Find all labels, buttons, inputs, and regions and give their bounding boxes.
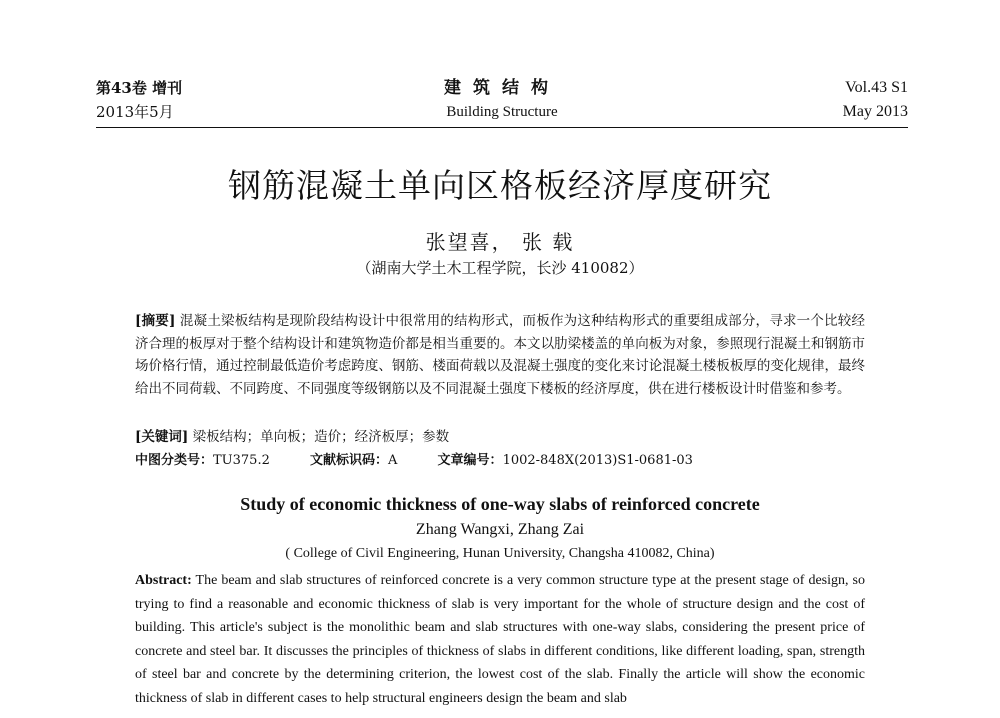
keywords-cn [135,426,865,448]
doc-code-label: 文献标识码： [310,453,389,468]
paper-title-cn: 钢筋混凝土单向区格板经济厚度研究 [228,166,772,205]
article-no-label: 文章编号： [437,453,503,468]
date-cn: 2013年5月 [96,103,174,121]
abstract-en [135,569,865,710]
date-en: May 2013 [842,103,908,120]
keywords-label-cn: [关键词] [135,429,189,445]
header-right [843,76,908,124]
classification-line [135,450,865,472]
header-rule [96,127,908,128]
abstract-text-cn: 混凝土梁板结构是现阶段结构设计中很常用的结构形式，而板作为这种结构形式的重要组成部分，寻求一个比较经济合理的板厚对于整个结构设计和建筑物造价都是相当重要的。本文以肋梁楼盖的单向板为对象，参照现行混凝土和钢筋市场价格行情，通过控制最低造价考虑跨度、钢筋、楼面荷载以及混凝土强度的变化来讨论混凝土楼板板厚的变化规律，最终给出不同荷载、不同跨度、不同强度等级钢筋以及不同混凝土强度下楼板的经济厚度，供在进行楼板设计时借鉴和参考。 [135,313,866,397]
clc-item [135,453,270,468]
affiliation-cn: （湖南大学土木工程学院，长沙 410082） [356,259,644,277]
volume-cn: 第43卷 增刊 [96,79,183,97]
abstract-label-en: Abstract: [135,573,192,588]
authors-en: Zhang Wangxi, Zhang Zai [415,521,585,538]
abstract-label-cn: [摘要] [135,313,176,329]
volume-en: Vol.43 S1 [845,79,908,96]
paper-title-en: Study of economic thickness of one-way slabs of reinforced concrete [240,494,760,514]
clc-label: 中图分类号： [135,453,214,468]
abstract-cn [135,310,865,400]
journal-name-cn: 建筑结构 [444,78,560,98]
running-header [96,76,908,126]
doc-code-item [310,453,397,468]
journal-name-en: Building Structure [446,104,558,120]
authors-cn: 张望喜， 张 载 [425,230,575,254]
article-no-item [438,453,693,468]
affiliation-en: ( College of Civil Engineering, Hunan University, Changsha 410082, China) [285,546,715,561]
clc-value: TU375.2 [213,453,270,468]
abstract-text-en: The beam and slab structures of reinforced concrete is a very common structure type at the present stage of design, so trying to find a reasonable and economic thickness of slab is very important for the whole of structure design and the cost of building. This article's subject is the monolithic beam and slab structures with one-way slabs, considering the present price of concrete and steel bar. It discusses the principles of thickness of slabs in different conditions, like different loading, span, strength of steel bar and concrete by the determining criterion, the lowest cost of the slab. Finally the article will show the economic thickness of slab in different cases to help structural engineers design the beam and slab [135,573,865,706]
doc-code-value: A [388,453,398,468]
article-no-value: 1002-848X(2013)S1-0681-03 [502,453,693,468]
header-center [96,76,908,124]
keywords-text-cn: 梁板结构；单向板；造价；经济板厚；参数 [192,429,450,445]
